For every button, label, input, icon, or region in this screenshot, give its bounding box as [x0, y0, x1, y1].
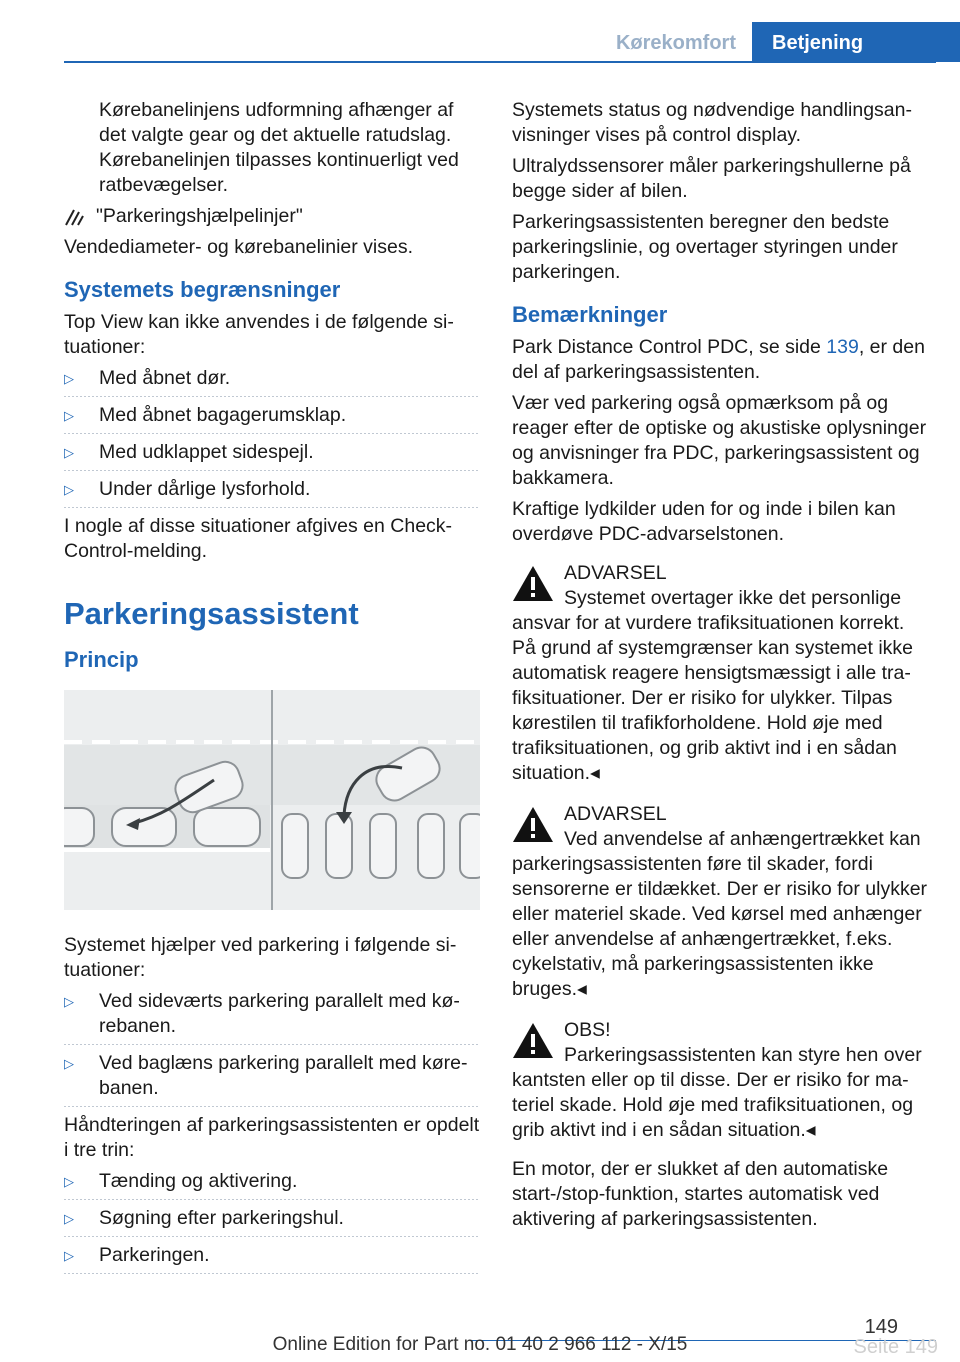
caution-text: Parkeringsassistenten kan styre hen over kantsten eller op til disse. Der er risiko for materiel skade. Hold øje med trafiksituationen, og grib aktivt ind i en sådan situation.◂ [512, 1044, 922, 1141]
triangle-bullet-icon: ▷ [64, 482, 74, 497]
list-item: ▷ Parkeringen. [64, 1243, 480, 1274]
page-header [598, 22, 960, 62]
right-column [512, 98, 932, 1238]
warning-text: Ved anvendelse af anhængertrækket kan parkeringsassistenten føre til skader, fordi sensorerne er tildækket. Der er risiko for ulykker eller materiel skade. Ved kørsel med anhænger eller anvendelse af anhængertrækket, f.eks. cykelstativ, må parkeringsassistenten ikke bruges.◂ [512, 828, 928, 1000]
help-intro: Systemet hjælper ved parkering i følgende situationer: [64, 934, 457, 981]
list-item: ▷ Tænding og aktivering. [64, 1169, 480, 1200]
list-item: ▷ Ved baglæns parkering parallelt med kørebanen. [64, 1051, 480, 1107]
triangle-bullet-icon: ▷ [64, 1056, 74, 1071]
list-item: ▷ Med åbnet dør. [64, 366, 480, 397]
page-footer [0, 1300, 960, 1362]
status-paragraph: Systemets status og nødvendige handlingsanvisninger vises på control display. [512, 99, 912, 146]
header-rule [64, 61, 936, 63]
warning-title: ADVARSEL [564, 803, 667, 825]
list-item: ▷ Med udklappet sidespejl. [64, 440, 480, 471]
list-item: ▷ Med åbnet bagagerumsklap. [64, 403, 480, 434]
sensor-paragraph: Ultralydssensorer måler parkeringshullerne på begge sider af bilen. [512, 155, 911, 202]
note-attention: Vær ved parkering også opmærksom på og reager efter de optiske og akustiske oplysninger og anvisninger fra PDC, parkeringsassistent og bakkamera. [512, 392, 927, 489]
warning-box [512, 561, 932, 786]
warning-triangle-icon [512, 1022, 554, 1059]
triangle-bullet-icon: ▷ [64, 445, 74, 460]
list-item: ▷ Ved sideværts parkering parallelt med kørebanen. [64, 989, 480, 1045]
option-text: Vendediameter- og kørebanelinier vises. [64, 236, 414, 258]
note-pdc: Park Distance Control PDC, se side 139, er den del af parkeringsassistenten. [512, 336, 925, 383]
notes-heading: Bemærkninger [512, 302, 668, 327]
caution-box [512, 1018, 932, 1143]
warning-triangle-icon [512, 806, 554, 843]
page-link[interactable]: 139 [826, 336, 859, 358]
watermark: Seite 149 [853, 1336, 938, 1358]
list-item: ▷ Søgning efter parkeringshul. [64, 1206, 480, 1237]
steps-list [64, 1169, 480, 1274]
triangle-bullet-icon: ▷ [64, 1248, 74, 1263]
warning-triangle-icon [512, 565, 554, 602]
option-row [64, 204, 480, 229]
warning-title: ADVARSEL [564, 562, 667, 584]
principle-heading: Princip [64, 647, 139, 672]
warning-text: Systemet overtager ikke det personlige ansvar for at vurdere trafiksituationen korrekt. På grund af systemgrænser kan systemet ikke automatisk reagere hensigtsmæssigt i alle trafiksituationer. Der er risiko for ulykker. Tilpas kørestilen til trafikforholdene. Hold øje med trafiksituationen, og grib aktivt ind i en sådan situation.◂ [512, 587, 913, 784]
steps-intro: Håndteringen af parkeringsassistenten er opdelt i tre trin: [64, 1114, 480, 1161]
header-section-label: Kørekomfort [598, 22, 752, 62]
parking-lines-icon [64, 207, 84, 227]
triangle-bullet-icon: ▷ [64, 1174, 74, 1189]
limits-heading: Systemets begrænsninger [64, 277, 341, 302]
help-list [64, 989, 480, 1107]
page-number: 149 [864, 1316, 898, 1338]
triangle-bullet-icon: ▷ [64, 994, 74, 1009]
autostart-paragraph: En motor, der er slukket af den automatiske start-/stop-funktion, startes automatisk ved aktivering af parkeringsassistenten. [512, 1158, 889, 1230]
limits-list [64, 366, 480, 508]
warning-box [512, 802, 932, 1002]
triangle-bullet-icon: ▷ [64, 371, 74, 386]
parking-illustration [64, 690, 480, 910]
calc-paragraph: Parkeringsassistenten beregner den bedste parkeringslinie, og overtager styringen under parkeringen. [512, 211, 898, 283]
edition-text: Online Edition for Part no. 01 40 2 966 112 - X/15 [272, 1334, 688, 1355]
note-noise: Kraftige lydkilder uden for og inde i bilen kan overdøve PDC-advarselstonen. [512, 498, 896, 545]
left-column [64, 98, 480, 1280]
lane-line-intro: Kørebanelinjens udformning afhænger af det valgte gear og det aktuelle ratudslag. Kørebanelinjen tilpasses kontinuerligt ved ratbevægelser. [99, 99, 459, 196]
list-item: ▷ Under dårlige lysforhold. [64, 477, 480, 508]
triangle-bullet-icon: ▷ [64, 408, 74, 423]
option-label: "Parkeringshjælpelinjer" [96, 205, 303, 227]
caution-title: OBS! [564, 1019, 611, 1041]
limits-note: I nogle af disse situationer afgives en Check-Control-melding. [64, 515, 453, 562]
section-title: Parkeringsassistent [64, 596, 359, 631]
header-current-chapter: Betjening [752, 22, 960, 62]
limits-intro: Top View kan ikke anvendes i de følgende situationer: [64, 311, 454, 358]
triangle-bullet-icon: ▷ [64, 1211, 74, 1226]
